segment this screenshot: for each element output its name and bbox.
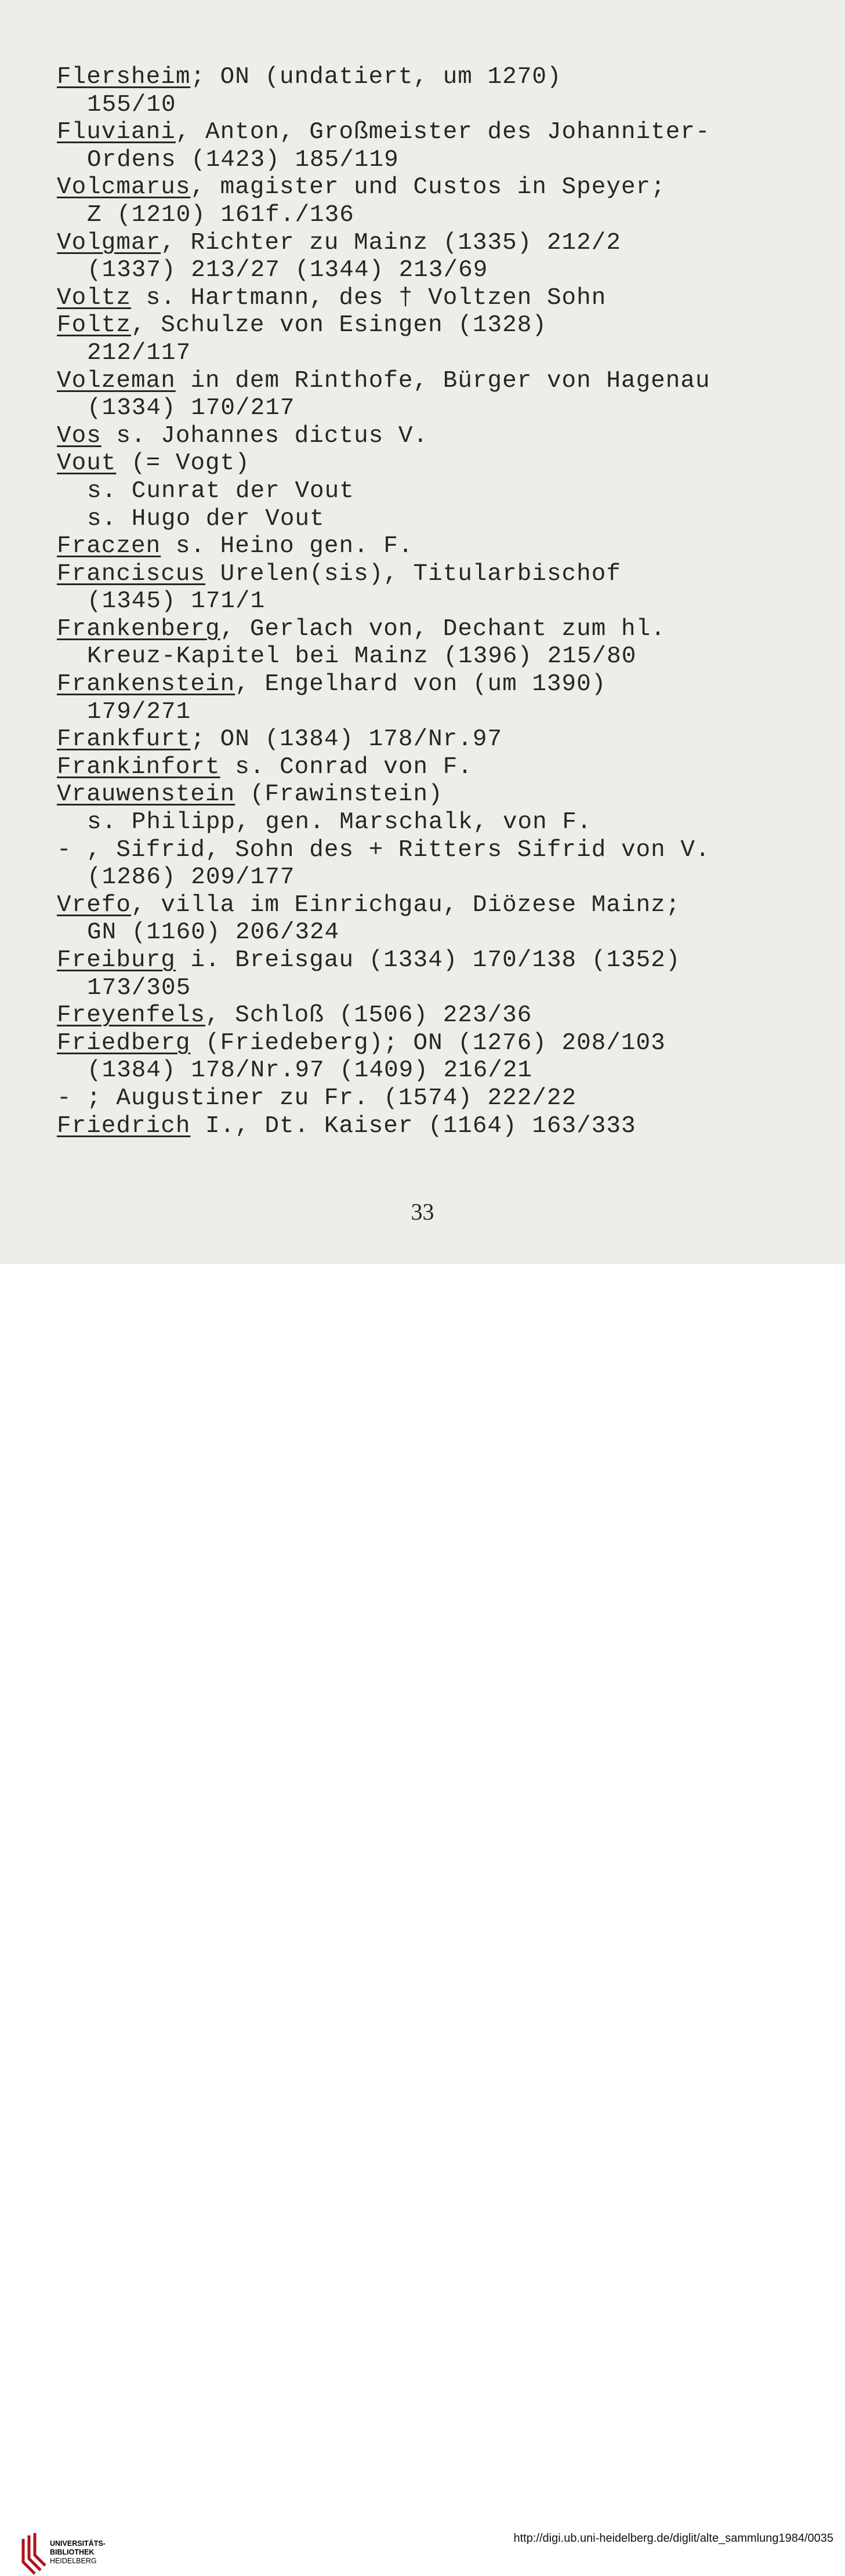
source-url-link[interactable]: http://digi.ub.uni-heidelberg.de/diglit/alte_sammlung1984/0035: [513, 2532, 833, 2545]
entry-text: in dem Rinthofe, Bürger von Hagenau: [175, 367, 710, 394]
entry-text: (= Vogt): [116, 450, 250, 477]
entry-line: [57, 230, 788, 257]
entry-text: Urelen(sis), Titularbischof: [205, 560, 621, 587]
library-name: [50, 2539, 106, 2566]
entry-text: , magister und Custos in Speyer;: [190, 174, 666, 201]
entry-line: [57, 147, 788, 175]
index-entries: [57, 64, 788, 1140]
entry-line: [57, 368, 788, 396]
entry-text: , Anton, Großmeister des Johanniter-: [175, 119, 710, 146]
entry-headword: Franciscus: [57, 560, 206, 587]
entry-line: [57, 423, 788, 451]
entry-line: [57, 340, 788, 368]
entry-headword: Frankenstein: [57, 671, 235, 698]
entry-line: [57, 174, 788, 202]
entry-text: ; ON (undatiert, um 1270): [190, 64, 562, 90]
entry-line: [57, 947, 788, 975]
entry-continuation: Z (1210) 161f./136: [87, 201, 354, 228]
entry-headword: Fraczen: [57, 533, 161, 560]
entry-text: ; ON (1384) 178/Nr.97: [190, 726, 503, 753]
entry-continuation: (1286) 209/177: [87, 864, 295, 891]
entry-line: [57, 671, 788, 699]
entry-headword: Frankfurt: [57, 726, 191, 753]
scanned-page: [0, 0, 845, 1264]
entry-headword: Volzeman: [57, 367, 176, 394]
entry-headword: Frankenberg: [57, 615, 220, 643]
entry-headword: Vrauwenstein: [57, 781, 235, 808]
entry-line: [57, 975, 788, 1003]
entry-line: [57, 837, 788, 865]
entry-text: s. Conrad von F.: [220, 753, 473, 781]
entry-line: [57, 92, 788, 119]
entry-headword: Freyenfels: [57, 1002, 206, 1029]
entry-line: [57, 312, 788, 340]
page-number: 33: [411, 1199, 434, 1225]
entry-continuation: 179/271: [87, 698, 191, 725]
entry-line: [57, 1057, 788, 1085]
entry-text: (Friedeberg); ON (1276) 208/103: [190, 1029, 666, 1057]
entry-line: [57, 616, 788, 644]
entry-line: [57, 64, 788, 92]
entry-headword: Voltz: [57, 284, 132, 311]
entry-subentry: - ; Augustiner zu Fr. (1574) 222/22: [57, 1084, 577, 1112]
entry-continuation: 173/305: [87, 974, 191, 1002]
entry-text: s. Heino gen. F.: [161, 533, 414, 560]
entry-text: (Frawinstein): [235, 781, 443, 808]
entry-line: [57, 450, 788, 478]
ub-heidelberg-logo-icon: [20, 2533, 48, 2576]
entry-text: , Schulze von Esingen (1328): [131, 312, 547, 339]
entry-continuation: (1334) 170/217: [87, 395, 295, 422]
entry-continuation: Ordens (1423) 185/119: [87, 146, 399, 173]
entry-line: [57, 285, 788, 313]
entry-line: [57, 643, 788, 671]
library-line-3: HEIDELBERG: [50, 2557, 97, 2565]
footer-bar: [0, 1264, 845, 2565]
entry-line: [57, 395, 788, 423]
entry-line: [57, 892, 788, 920]
entry-line: [57, 699, 788, 727]
entry-continuation: (1384) 178/Nr.97 (1409) 216/21: [87, 1057, 533, 1084]
entry-text: s. Johannes dictus V.: [101, 422, 429, 449]
entry-text: , Schloß (1506) 223/36: [205, 1002, 532, 1029]
entry-headword: Fluviani: [57, 119, 176, 146]
entry-continuation: (1337) 213/27 (1344) 213/69: [87, 257, 488, 284]
entry-line: [57, 533, 788, 561]
library-line-2: BIBLIOTHEK: [50, 2548, 95, 2556]
entry-headword: Volcmarus: [57, 174, 191, 201]
entry-subentry: - , Sifrid, Sohn des + Ritters Sifrid von V.: [57, 836, 710, 863]
entry-headword: Vout: [57, 450, 117, 477]
entry-line: [57, 1113, 788, 1141]
entry-headword: Vrefo: [57, 891, 132, 919]
entry-continuation: 212/117: [87, 339, 191, 367]
entry-continuation: s. Cunrat der Vout: [87, 477, 354, 505]
entry-line: [57, 1085, 788, 1113]
entry-line: [57, 257, 788, 285]
entry-headword: Friedrich: [57, 1112, 191, 1140]
entry-text: I., Dt. Kaiser (1164) 163/333: [190, 1112, 636, 1140]
entry-line: [57, 726, 788, 754]
entry-line: [57, 864, 788, 892]
entry-headword: Volgmar: [57, 229, 161, 256]
entry-line: [57, 202, 788, 230]
entry-continuation: s. Philipp, gen. Marschalk, von F.: [87, 809, 592, 836]
entry-line: [57, 506, 788, 534]
entry-continuation: GN (1160) 206/324: [87, 919, 340, 946]
entry-headword: Freiburg: [57, 947, 176, 974]
entry-continuation: 155/10: [87, 91, 176, 118]
entry-line: [57, 1030, 788, 1058]
entry-headword: Frankinfort: [57, 753, 220, 781]
entry-continuation: (1345) 171/1: [87, 588, 266, 615]
entry-headword: Friedberg: [57, 1029, 191, 1057]
entry-line: [57, 754, 788, 782]
entry-text: , Richter zu Mainz (1335) 212/2: [161, 229, 621, 256]
library-line-1: UNIVERSITÄTS-: [50, 2539, 106, 2548]
entry-line: [57, 809, 788, 837]
entry-text: i. Breisgau (1334) 170/138 (1352): [175, 947, 681, 974]
entry-line: [57, 588, 788, 616]
entry-text: , villa im Einrichgau, Diözese Mainz;: [131, 891, 681, 919]
entry-line: [57, 119, 788, 147]
entry-headword: Foltz: [57, 312, 132, 339]
entry-line: [57, 478, 788, 506]
entry-line: [57, 561, 788, 589]
entry-text: , Engelhard von (um 1390): [235, 671, 607, 698]
entry-line: [57, 781, 788, 809]
entry-line: [57, 919, 788, 947]
entry-continuation: Kreuz-Kapitel bei Mainz (1396) 215/80: [87, 643, 637, 670]
entry-text: , Gerlach von, Dechant zum hl.: [220, 615, 666, 643]
entry-text: s. Hartmann, des † Voltzen Sohn: [131, 284, 607, 311]
entry-continuation: s. Hugo der Vout: [87, 505, 325, 532]
entry-headword: Vos: [57, 422, 101, 449]
entry-headword: Flersheim: [57, 64, 191, 90]
entry-line: [57, 1002, 788, 1030]
